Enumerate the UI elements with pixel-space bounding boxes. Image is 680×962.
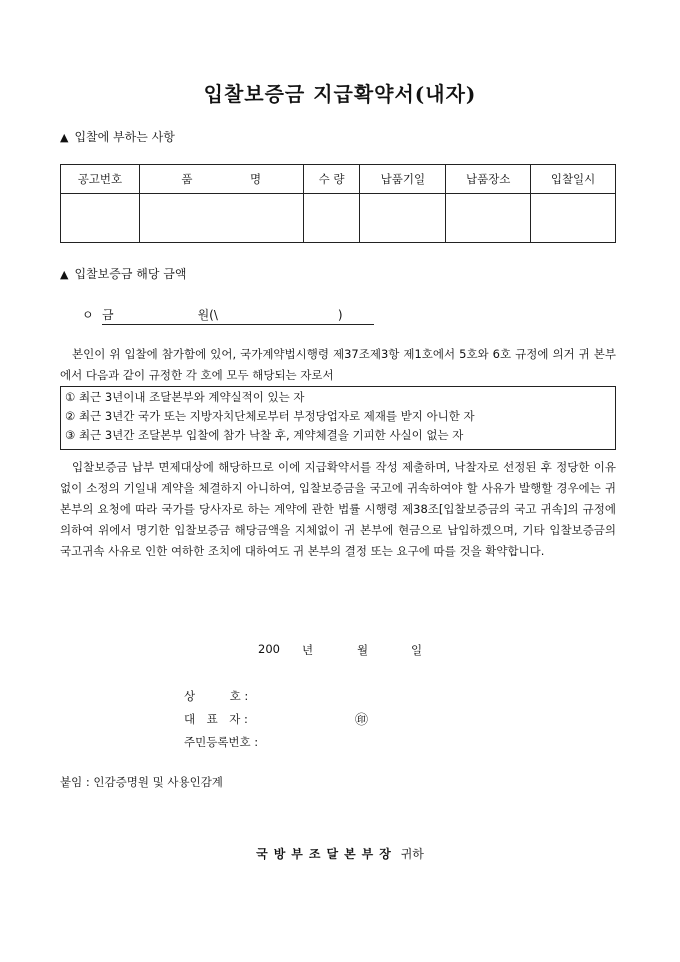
triangle-icon: ▲ [60,131,69,144]
intro-paragraph: 본인이 위 입찰에 참가함에 있어, 국가계약법시행령 제37조제3항 제1호에서 5호와 6호 규정에 의거 귀 본부에서 다음과 같이 규정한 각 호에 모두 해당되는 자로서 [60,347,616,382]
column-header-bid-datetime: 입찰일시 [531,165,616,194]
section-bid-items-label: 입찰에 부하는 사항 [74,130,175,144]
column-header-item-name: 품 명 [139,165,303,194]
table-cell[interactable] [139,194,303,243]
table-cell[interactable] [303,194,360,243]
document-title: 입찰보증금 지급확약서(내자) [203,82,477,106]
date-year-unit: 년 [302,643,314,657]
table-row [61,194,616,243]
condition-item: ③ 최근 3년간 조달본부 입찰에 참가 낙찰 후, 계약체결을 기피한 사실이 없는 자 [65,428,464,442]
conditions-box [60,386,616,450]
recipient-name: 국방부조달본부장 [256,847,397,861]
representative-label: 대 표 자 : [184,712,248,726]
bid-items-table [60,164,616,243]
table-cell[interactable] [531,194,616,243]
attachment-note: 붙임 : 인감증명원 및 사용인감계 [60,775,223,789]
condition-item: ① 최근 3년이내 조달본부와 계약실적이 있는 자 [65,390,305,404]
body-paragraph: 입찰보증금 납부 면제대상에 해당하므로 이에 지급확약서를 작성 제출하며, 낙찰자로 선정된 후 정당한 이유없이 소정의 기일내 계약을 체결하지 아니하여, 입찰보증금을 국고에 귀속하여야 할 사유가 발행할 경우에는 귀 본부의 요청에 따라 국가를 당사자로 하는 계약에 관한 법률 시행령 제38조[입찰보증금의 국고 귀속]의 규정에 의하여 위에서 명기한 입찰보증금 해당금액을 지체없이 귀 본부에 현금으로 납입하겠으며, 기타 입찰보증금의 국고귀속 사유로 인한 여하한 조치에 대하여도 귀 본부의 결정 또는 요구에 따를 것을 확약합니다. [60,460,616,558]
column-header-delivery-place: 납품장소 [446,165,531,194]
section-deposit-amount-label: 입찰보증금 해당 금액 [74,267,187,281]
date-month-unit: 월 [357,643,369,657]
amount-line [82,306,374,325]
date-day-unit: 일 [411,643,423,657]
date-year[interactable]: 200 [258,642,280,656]
column-header-quantity: 수 량 [303,165,360,194]
section-bid-items [60,128,175,145]
amount-field[interactable]: 금 원(\ ) [102,306,374,325]
column-header-delivery-date: 납품기일 [360,165,446,194]
table-cell[interactable] [360,194,446,243]
condition-item: ② 최근 3년간 국가 또는 지방자치단체로부터 부정당업자로 제재를 받지 아니한 자 [65,409,475,423]
triangle-icon: ▲ [60,268,69,281]
column-header-notice-no: 공고번호 [61,165,140,194]
section-deposit-amount [60,265,186,282]
company-label: 상 호 : [184,689,249,703]
recipient-line [0,845,680,862]
table-cell[interactable] [446,194,531,243]
table-cell[interactable] [61,194,140,243]
table-header-row [61,165,616,194]
bullet-icon: ㅇ [82,308,94,322]
seal-icon: ㊞ [355,713,369,728]
recipient-suffix: 귀하 [400,847,424,861]
resident-number-label: 주민등록번호 : [184,735,259,749]
